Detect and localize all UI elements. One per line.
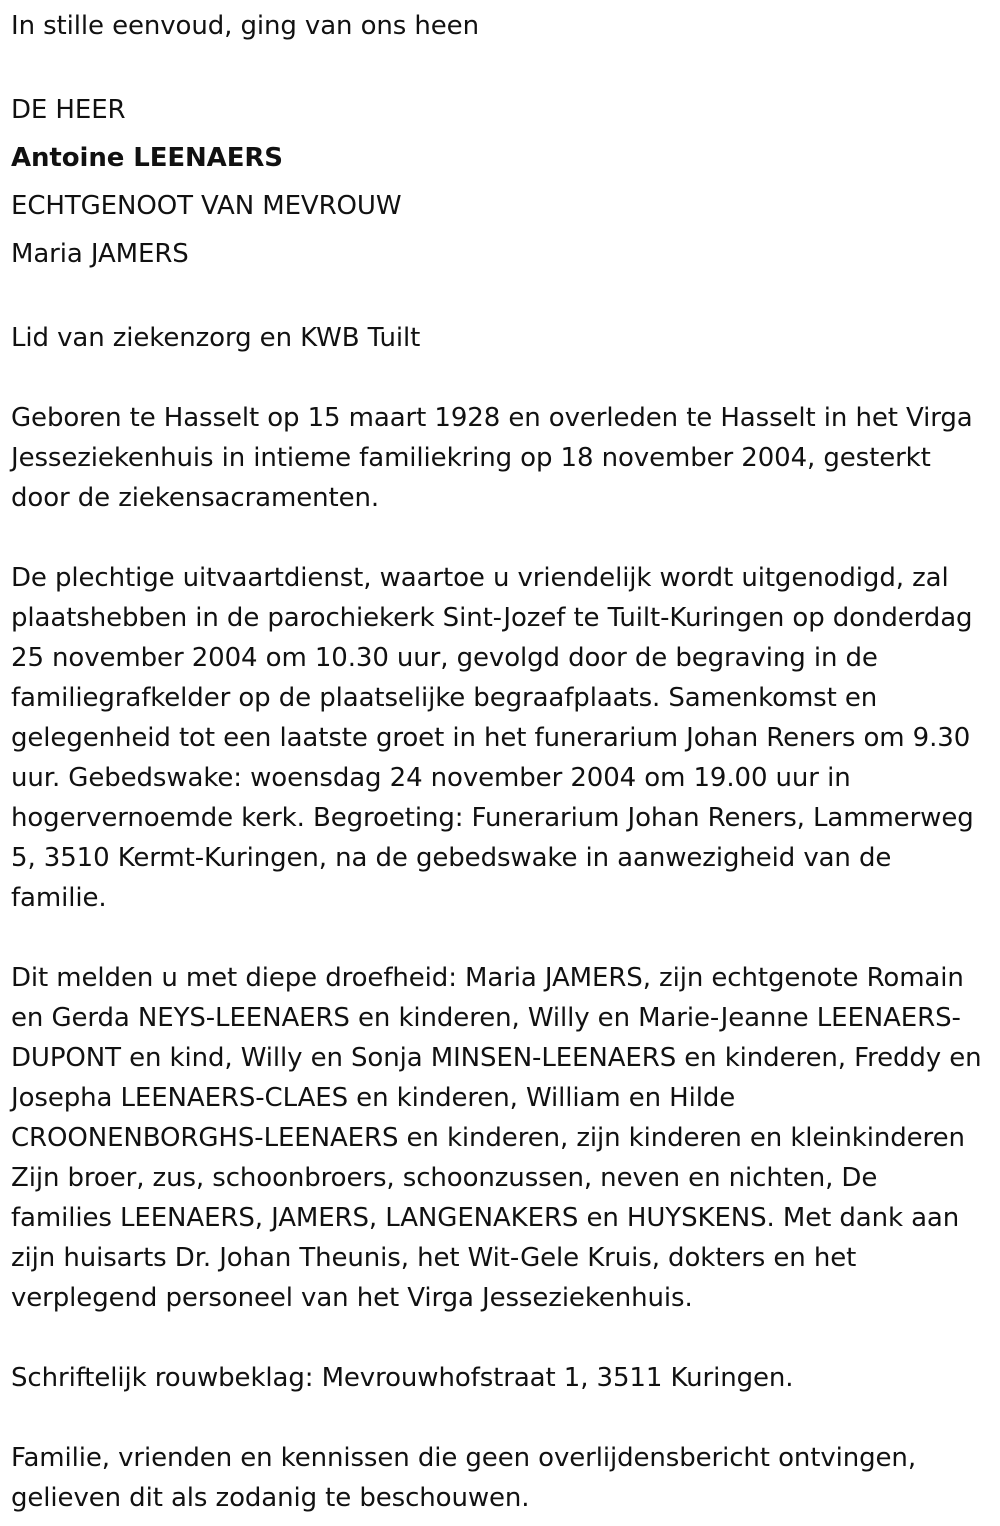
intro-line: In stille eenvoud, ging van ons heen xyxy=(11,11,479,41)
honorific-title: DE HEER xyxy=(11,95,126,125)
birth-death-paragraph: Geboren te Hasselt op 15 maart 1928 en overleden te Hasselt in het Virga Jesseziekenhuis in intieme familiekring op 18 november 2004, gesterkt door de ziekensacramenten. xyxy=(11,403,973,513)
obituary-notice xyxy=(11,6,991,1518)
spouse-title: ECHTGENOOT VAN MEVROUW xyxy=(11,191,402,221)
spacer xyxy=(11,1318,991,1358)
membership-line: Lid van ziekenzorg en KWB Tuilt xyxy=(11,323,421,353)
spacer xyxy=(11,518,991,558)
deceased-name: Antoine LEENAERS xyxy=(11,143,283,173)
condolences-paragraph: Schriftelijk rouwbeklag: Mevrouwhofstraat 1, 3511 Kuringen. xyxy=(11,1363,794,1393)
spacer xyxy=(11,1398,991,1438)
family-paragraph: Dit melden u met diepe droefheid: Maria JAMERS, zijn echtgenote Romain en Gerda NEYS-LEENAERS en kinderen, Willy en Marie-Jeanne LEENAERS-DUPONT en kind, Willy en Sonja MINSEN-LEENAERS en kinderen, Freddy en Josepha LEENAERS-CLAES en kinderen, William en Hilde CROONENBORGHS-LEENAERS en kinderen, zijn kinderen en kleinkinderen Zijn broer, zus, schoonbroers, schoonzussen, neven en nichten, De families LEENAERS, JAMERS, LANGENAKERS en HUYSKENS. Met dank aan zijn huisarts Dr. Johan Theunis, het Wit-Gele Kruis, dokters en het verplegend personeel van het Virga Jesseziekenhuis. xyxy=(11,963,982,1313)
spacer xyxy=(11,278,991,318)
spacer xyxy=(11,918,991,958)
funeral-paragraph: De plechtige uitvaartdienst, waartoe u vriendelijk wordt uitgenodigd, zal plaatshebben in de parochiekerk Sint-Jozef te Tuilt-Kuringen op donderdag 25 november 2004 om 10.30 uur, gevolgd door de begraving in de familiegrafkelder op de plaatselijke begraafplaats. Samenkomst en gelegenheid tot een laatste groet in het funerarium Johan Reners om 9.30 uur. Gebedswake: woensdag 24 november 2004 om 19.00 uur in hogervernoemde kerk. Begroeting: Funerarium Johan Reners, Lammerweg 5, 3510 Kermt-Kuringen, na de gebedswake in aanwezigheid van de familie. xyxy=(11,563,974,913)
spacer xyxy=(11,358,991,398)
closing-paragraph: Familie, vrienden en kennissen die geen overlijdensbericht ontvingen, gelieven dit als zodanig te beschouwen. xyxy=(11,1443,916,1513)
spouse-name: Maria JAMERS xyxy=(11,239,189,269)
spacer xyxy=(11,46,991,86)
